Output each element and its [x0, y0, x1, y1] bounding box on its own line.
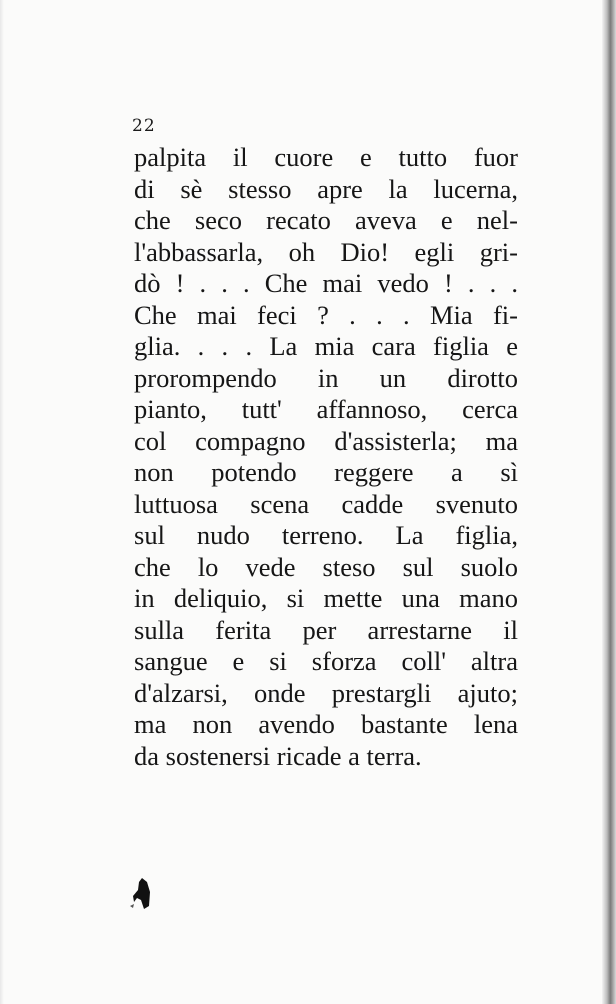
- text-line: l'abbassarla, oh Dio! egli gri-: [134, 236, 518, 267]
- text-line: palpita il cuore e tutto fuor: [134, 142, 518, 172]
- body-text: [134, 142, 518, 772]
- text-line: sangue e si sforza coll' altra: [134, 646, 518, 676]
- text-line: in deliquio, si mette una mano: [134, 583, 518, 613]
- text-line: che seco recato aveva e nel-: [134, 205, 518, 235]
- text-line: non potendo reggere a sì: [134, 457, 518, 487]
- text-line: da sostenersi ricade a terra.: [134, 740, 422, 771]
- text-line: col compagno d'assisterla; ma: [134, 425, 518, 456]
- ink-blot: [128, 876, 154, 910]
- text-line: Che mai feci ? . . . Mia fi-: [134, 299, 518, 330]
- text-line: sulla ferita per arrestarne il: [134, 614, 518, 645]
- text-line: che lo vede steso sul suolo: [134, 551, 518, 582]
- text-line: di sè stesso apre la lucerna,: [134, 173, 518, 204]
- page-number: 22: [132, 116, 156, 136]
- text-line: ma non avendo bastante lena: [134, 709, 518, 739]
- page-left-shadow: [0, 0, 4, 1004]
- text-line: luttuosa scena cadde svenuto: [134, 488, 518, 519]
- text-line: d'alzarsi, onde prestargli ajuto;: [134, 677, 518, 708]
- text-line: pianto, tutt' affannoso, cerca: [134, 394, 518, 424]
- page-right-edge: [602, 0, 616, 1004]
- text-line: dò ! . . . Che mai vedo ! . . .: [134, 268, 518, 298]
- text-line: prorompendo in un dirotto: [134, 362, 518, 393]
- text-line: sul nudo terreno. La figlia,: [134, 520, 518, 550]
- text-line: glia. . . . La mia cara figlia e: [134, 331, 518, 361]
